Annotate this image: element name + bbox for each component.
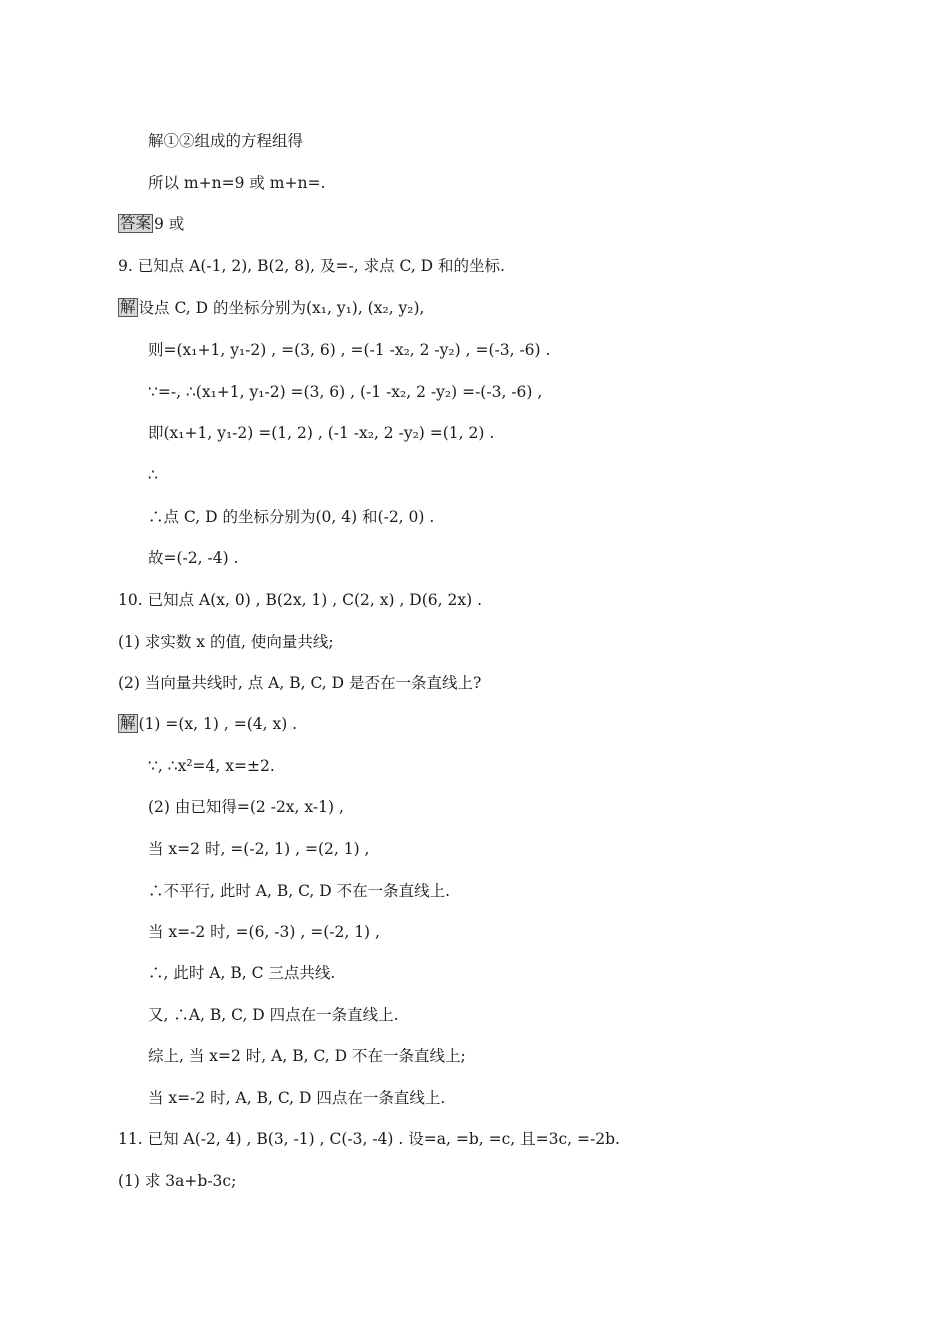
answer-tag: 答案 — [120, 214, 152, 232]
text-line — [118, 214, 184, 234]
text-line — [118, 590, 482, 610]
line-text: 设点 C, D 的坐标分别为(x₁, y₁), (x₂, y₂), — [138, 299, 425, 317]
text-line — [118, 298, 425, 318]
text-line — [148, 465, 158, 485]
line-text: 又, ∴A, B, C, D 四点在一条直线上. — [148, 1006, 399, 1024]
text-line — [148, 548, 239, 568]
text-line — [118, 673, 481, 693]
text-line — [148, 881, 450, 901]
text-line — [118, 1171, 236, 1191]
text-line — [118, 632, 334, 652]
text-line — [148, 173, 325, 193]
line-text: (1) 求 3a+b-3c; — [118, 1172, 237, 1190]
text-line — [118, 714, 297, 734]
line-text: (1) 求实数 x 的值, 使向量共线; — [118, 633, 334, 651]
text-line — [148, 922, 380, 942]
line-text: 当 x=2 时, =(-2, 1) , =(2, 1) , — [148, 840, 370, 858]
line-text: 即(x₁+1, y₁-2) =(1, 2) , (-1 -x₂, 2 -y₂) =(1, 2) . — [148, 424, 495, 442]
line-text: 10. 已知点 A(x, 0) , B(2x, 1) , C(2, x) , D(6, 2x) . — [118, 591, 483, 609]
text-line — [148, 423, 494, 443]
line-text: (2) 当向量共线时, 点 A, B, C, D 是否在一条直线上? — [118, 674, 482, 692]
line-text: (2) 由已知得=(2 -2x, x-1) , — [148, 798, 344, 816]
line-text: 9. 已知点 A(-1, 2), B(2, 8), 及=-, 求点 C, D 和的坐标. — [118, 257, 505, 275]
line-text: 综上, 当 x=2 时, A, B, C, D 不在一条直线上; — [148, 1047, 466, 1065]
text-line — [148, 839, 370, 859]
line-text: 所以 m+n=9 或 m+n=. — [148, 174, 326, 192]
line-text: 11. 已知 A(-2, 4) , B(3, -1) , C(-3, -4) . 设=a, =b, =c, 且=3c, =-2b. — [118, 1130, 620, 1148]
line-text: 故=(-2, -4) . — [148, 549, 239, 567]
line-text: 则=(x₁+1, y₁-2) , =(3, 6) , =(-1 -x₂, 2 -y₂) , =(-3, -6) . — [148, 341, 551, 359]
answer-tag: 解 — [120, 298, 136, 316]
text-line — [148, 340, 550, 360]
line-text: ∴, 此时 A, B, C 三点共线. — [148, 964, 336, 982]
line-text: 当 x=-2 时, =(6, -3) , =(-2, 1) , — [148, 923, 380, 941]
line-text: ∴不平行, 此时 A, B, C, D 不在一条直线上. — [148, 882, 451, 900]
text-line — [148, 1005, 399, 1025]
line-text: 9 或 — [154, 215, 185, 233]
line-text: ∵=-, ∴(x₁+1, y₁-2) =(3, 6) , (-1 -x₂, 2 -y₂) =-(-3, -6) , — [148, 383, 543, 401]
answer-tag: 解 — [120, 714, 136, 732]
text-line — [148, 797, 344, 817]
text-line — [148, 1088, 445, 1108]
text-line — [148, 963, 335, 983]
text-line — [148, 507, 434, 527]
text-line — [148, 756, 275, 776]
text-line — [148, 131, 303, 151]
text-line — [148, 1046, 466, 1066]
text-line — [118, 256, 505, 276]
text-line — [148, 382, 542, 402]
text-line — [118, 1129, 620, 1149]
line-text: 当 x=-2 时, A, B, C, D 四点在一条直线上. — [148, 1089, 446, 1107]
line-text: ∴点 C, D 的坐标分别为(0, 4) 和(-2, 0) . — [148, 508, 435, 526]
line-text: 解①②组成的方程组得 — [148, 132, 304, 150]
line-text: ∵, ∴x²=4, x=±2. — [148, 757, 275, 775]
line-text: ∴ — [148, 466, 158, 484]
line-text: (1) =(x, 1) , =(4, x) . — [138, 715, 298, 733]
